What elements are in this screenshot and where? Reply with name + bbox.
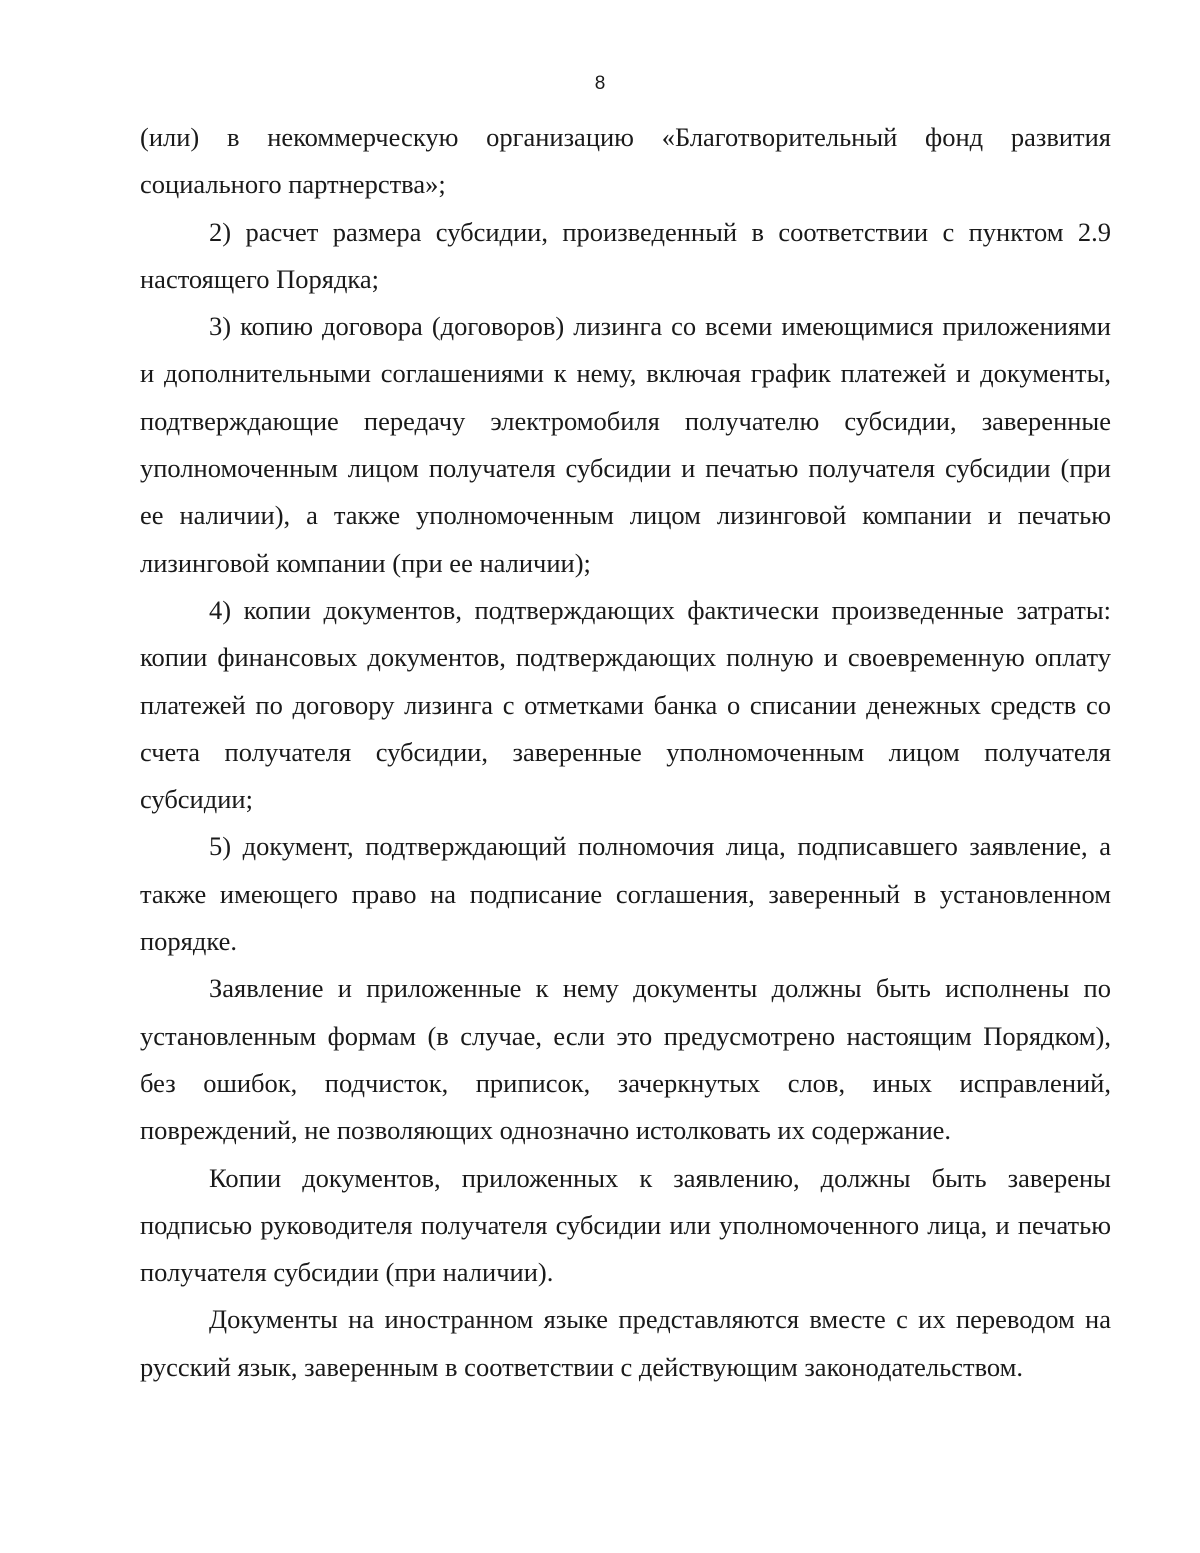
paragraph-item-3: 3) копию договора (договоров) лизинга со всеми имеющимися приложениями и дополнительными соглашениями к нему, включая график платежей и документы, подтверждающие передачу электромобиля получателю субсидии, заверенные уполномоченным лицом получателя субсидии и печатью получателя субсидии (при ее наличии), а также уполномоченным лицом лизинговой компании и печатью лизинговой компании (при ее наличии); — [140, 311, 1111, 578]
paragraph-item-5: 5) документ, подтверждающий полномочия лица, подписавшего заявление, а также имеющего право на подписание соглашения, заверенный в установленном порядке. — [140, 831, 1111, 957]
paragraph-item-4: 4) копии документов, подтверждающих фактически произведенные затраты: копии финансовых документов, подтверждающих полную и своевременную оплату платежей по договору лизинга с отметками банка о списании денежных средств со счета получателя субсидии, заверенные уполномоченным лицом получателя субсидии; — [140, 594, 1111, 815]
paragraph-foreign-language: Документы на иностранном языке представляются вместе с их переводом на русский язык, заверенным в соответствии с действующим законодательством. — [140, 1304, 1111, 1382]
paragraph-item-2: 2) расчет размера субсидии, произведенный в соответствии с пунктом 2.9 настоящего Порядка; — [140, 216, 1111, 294]
paragraph-continuation: (или) в некоммерческую организацию «Благотворительный фонд развития социального партнерства»; — [140, 122, 1111, 200]
paragraph-copies-certification: Копии документов, приложенных к заявлению, должны быть заверены подписью руководителя получателя субсидии или уполномоченного лица, и печатью получателя субсидии (при наличии). — [140, 1162, 1111, 1288]
paragraph-forms-requirement: Заявление и приложенные к нему документы должны быть исполнены по установленным формам (в случае, если это предусмотрено настоящим Порядком), без ошибок, подчисток, приписок, зачеркнутых слов, иных исправлений, повреждений, не позволяющих однозначно истолковать их содержание. — [140, 973, 1111, 1146]
document-body — [140, 114, 1111, 1391]
page-number: 8 — [594, 73, 606, 94]
